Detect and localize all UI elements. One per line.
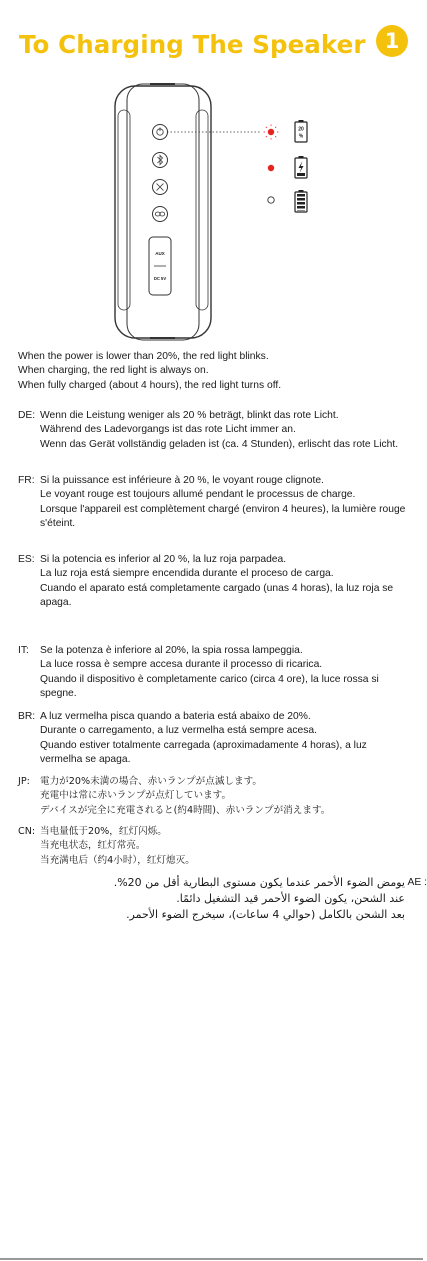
language-code: JP: xyxy=(18,776,30,787)
french-instructions xyxy=(18,474,410,531)
instruction-line: Cuando el aparato está completamente cargado (unas 4 horas), la luz roja se apaga. xyxy=(40,582,394,608)
instruction-line: 電力が20%未満の場合、赤いランプが点滅します。 xyxy=(40,776,263,787)
language-code: CN: xyxy=(18,826,36,837)
instruction-line: A luz vermelha pisca quando a bateria está abaixo de 20%. xyxy=(40,711,311,722)
spanish-instructions xyxy=(18,553,410,610)
instruction-line: デバイスが完全に充電されると(約4時間)、赤いランプが消えます。 xyxy=(40,804,331,816)
portuguese-instructions xyxy=(18,710,410,767)
instruction-line: Wenn das Gerät vollständig geladen ist (ca. 4 Stunden), erlischt das rote Licht. xyxy=(40,438,399,450)
instruction-line: La luce rossa è sempre accesa durante il processo di ricarica. xyxy=(40,659,323,671)
language-code: DE: xyxy=(18,410,36,421)
instruction-line: عند الشحن، يكون الضوء الأحمر قيد التشغيل دائمًا. xyxy=(176,892,405,905)
instruction-line: Quando il dispositivo è completamente carico (circa 4 ore), la luce rossa si spegne. xyxy=(40,673,379,699)
language-code: IT: xyxy=(18,645,29,656)
italian-instructions xyxy=(18,644,410,701)
instruction-line: يومض الضوء الأحمر عندما يكون مستوى البطارية أقل من 20%. xyxy=(113,876,405,889)
link-button xyxy=(153,207,168,222)
instruction-line: La luz roja está siempre encendida durante el proceso de carga. xyxy=(40,568,334,580)
bluetooth-button xyxy=(153,153,168,168)
japanese-instructions xyxy=(18,775,410,818)
power-button xyxy=(153,125,168,140)
language-code: AE : xyxy=(407,877,427,888)
german-instructions xyxy=(18,409,410,452)
battery-low-icon xyxy=(295,120,307,142)
instruction-line: 当充电状态，红灯常亮。 xyxy=(40,840,146,852)
instruction-line: Quando estiver totalmente carregada (aproximadamente 4 horas), a luz vermelha se apaga. xyxy=(40,739,367,765)
language-code: FR: xyxy=(18,475,35,486)
instruction-line: Le voyant rouge est toujours allumé pendant le processus de charge. xyxy=(40,489,356,501)
chinese-instructions xyxy=(18,825,410,868)
dc-label: DC 5V xyxy=(153,276,167,281)
language-code: BR: xyxy=(18,711,36,722)
instruction-line: Lorsque l'appareil est complètement chargé (environ 4 heures), la lumière rouge s'éteint. xyxy=(40,503,406,529)
aux-label: AUX xyxy=(155,251,165,256)
english-instructions xyxy=(18,350,410,393)
page-title: To Charging The Speaker xyxy=(19,30,366,59)
blinking-indicator xyxy=(264,125,279,140)
english-line: When charging, the red light is always on. xyxy=(18,365,209,377)
speaker-illustration xyxy=(105,80,325,340)
battery-charging-icon xyxy=(295,156,307,178)
english-line: When fully charged (about 4 hours), the red light turns off. xyxy=(18,379,282,391)
solid-indicator xyxy=(268,165,274,171)
instruction-line: Si la puissance est inférieure à 20 %, le voyant rouge clignote. xyxy=(40,475,324,486)
step-number-badge: 1 xyxy=(376,25,408,57)
instruction-line: Se la potenza è inferiore al 20%, la spia rossa lampeggia. xyxy=(40,645,303,656)
language-code: ES: xyxy=(18,554,35,565)
speaker-diagram xyxy=(105,80,325,340)
english-line: When the power is lower than 20%, the red light blinks. xyxy=(18,351,269,362)
svg-text:%: % xyxy=(298,133,304,140)
arabic-instructions xyxy=(60,875,427,923)
instruction-line: 充電中は常に赤いランプが点灯しています。 xyxy=(40,790,232,802)
mode-button xyxy=(153,180,168,195)
bottom-rule xyxy=(0,1258,423,1260)
instruction-line: 当充满电后（约4小时），红灯熄灭。 xyxy=(40,854,195,866)
instruction-line: بعد الشحن بالكامل (حوالي 4 ساعات)، سيخرج الضوء الأحمر. xyxy=(126,908,405,921)
instruction-line: Während des Ladevorgangs ist das rote Licht immer an. xyxy=(40,424,296,436)
instruction-line: Durante o carregamento, a luz vermelha está sempre acesa. xyxy=(40,725,318,737)
off-indicator xyxy=(268,197,274,203)
instruction-line: Si la potencia es inferior al 20 %, la luz roja parpadea. xyxy=(40,554,287,565)
instruction-line: 当电量低于20%，红灯闪烁。 xyxy=(40,826,167,837)
instruction-line: Wenn die Leistung weniger als 20 % beträgt, blinkt das rote Licht. xyxy=(40,410,339,421)
svg-text:20: 20 xyxy=(298,126,304,133)
battery-full-icon xyxy=(295,190,307,212)
